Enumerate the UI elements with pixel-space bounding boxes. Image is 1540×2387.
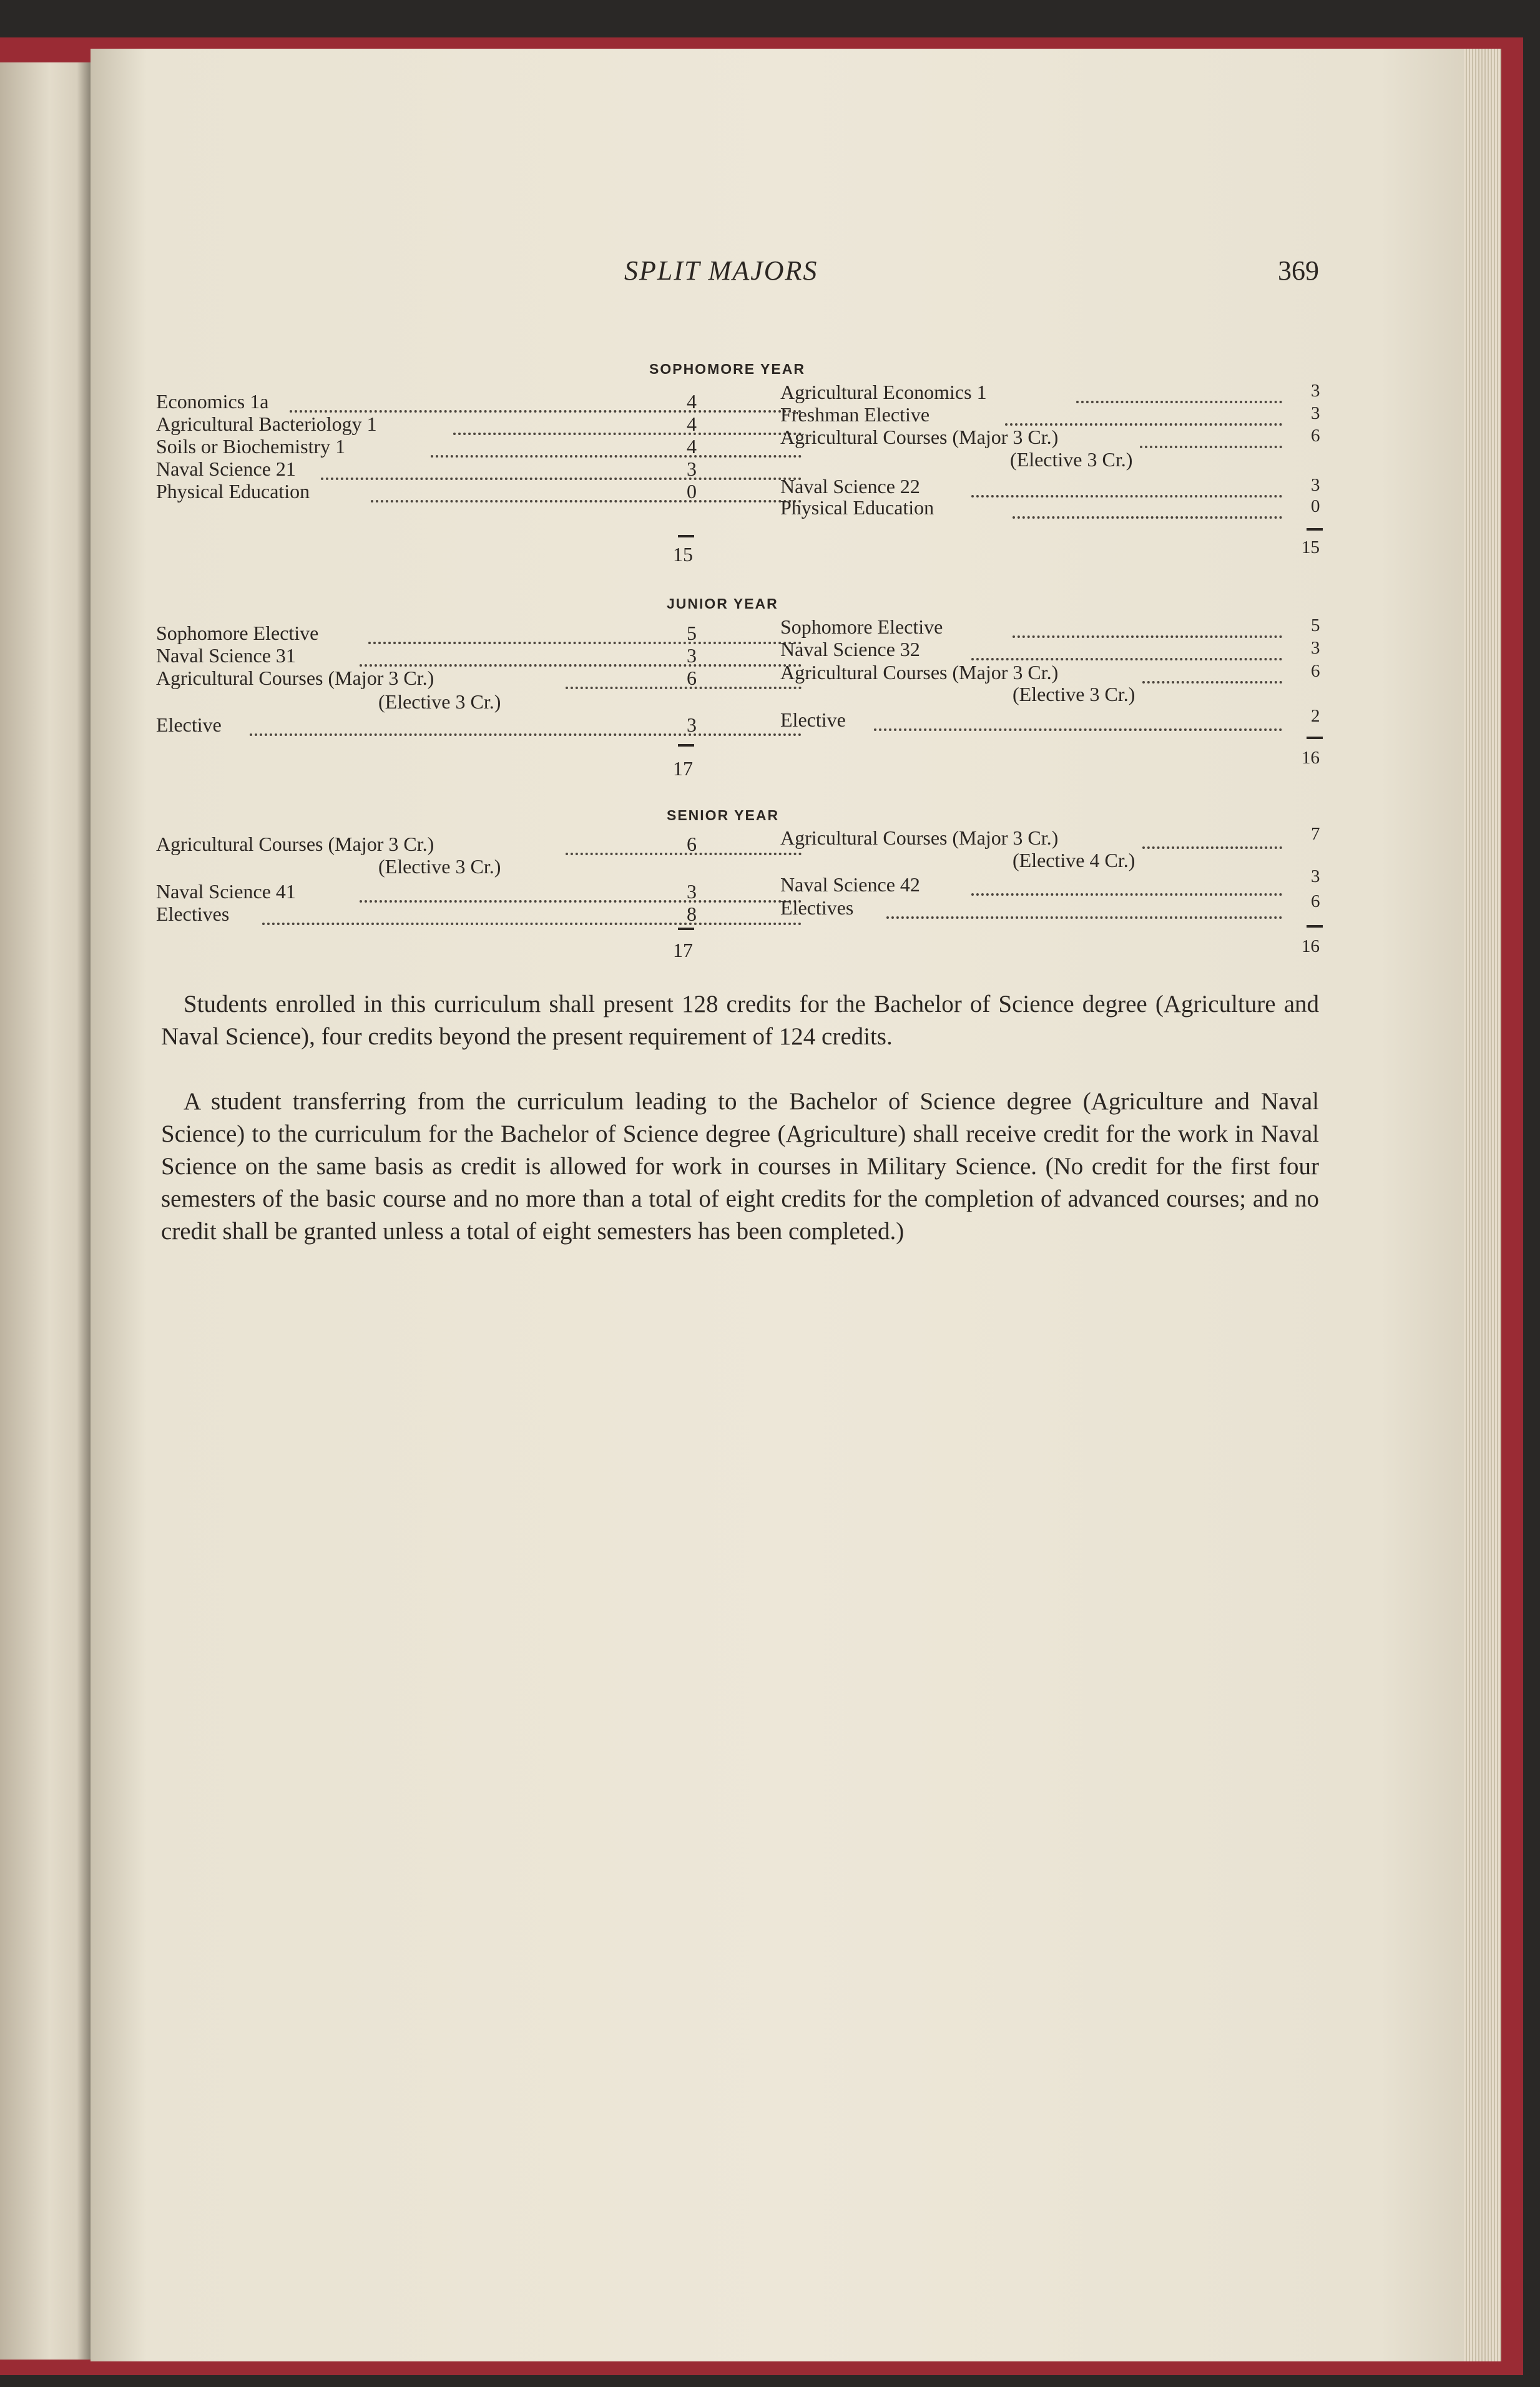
course-line: Agricultural Courses (Major 3 Cr.) [780, 427, 1058, 447]
semester-total: 15 [673, 543, 693, 566]
course-line: Sophomore Elective [156, 623, 318, 643]
course-credit: 3 [687, 458, 697, 480]
total-rule [1307, 528, 1323, 531]
course-credit: 4 [687, 413, 697, 435]
course-line: Physical Education [156, 481, 310, 501]
course-line: Naval Science 41 [156, 881, 296, 901]
total-rule [678, 744, 694, 747]
course-credit: 6 [1311, 426, 1320, 446]
course-credit: 3 [1311, 403, 1320, 423]
course-credit: 3 [687, 713, 697, 736]
body-paragraph: Students enrolled in this curriculum shall present 128 credits for the Bachelor of Science degree (Agriculture and Naval Science), four credits beyond the present requirement of 124 credits. [161, 991, 1319, 1050]
total-rule [678, 928, 694, 930]
course-line: Sophomore Elective [780, 617, 943, 637]
semester-total: 15 [1302, 537, 1320, 557]
course-line: Elective [780, 710, 846, 730]
total-rule [1307, 925, 1323, 928]
page-stack-edge [1464, 49, 1501, 2361]
senior-year-heading: SENIOR YEAR [667, 807, 780, 823]
semester-total: 16 [1302, 936, 1320, 956]
course-line: Soils or Biochemistry 1 [156, 436, 345, 456]
body-paragraph: A student transferring from the curriculum leading to the Bachelor of Science degree (Agriculture and Naval Science) to the curriculum for the Bachelor of Science degree (Agriculture) shall receive credit for the work in Naval Science on the same basis as credit is allowed for work in courses in Military Science. (No credit for the first four semesters of the basic course and no more than a total of eight credits for the completion of advanced courses; and no credit shall be granted unless a total of eight semesters has been completed.) [161, 1088, 1319, 1245]
course-credit: 6 [1311, 891, 1320, 911]
course-line: Naval Science 42 [780, 875, 920, 895]
total-rule [1307, 737, 1323, 739]
course-line: Agricultural Courses (Major 3 Cr.) [156, 668, 434, 688]
course-line: Agricultural Bacteriology 1 [156, 414, 377, 434]
course-credit: 0 [1311, 496, 1320, 516]
course-line: Agricultural Economics 1 [780, 382, 987, 402]
course-credit: 5 [687, 622, 697, 644]
sophomore-year-heading: SOPHOMORE YEAR [649, 361, 805, 377]
course-line-continuation: (Elective 3 Cr.) [1013, 683, 1135, 705]
course-line-continuation: (Elective 3 Cr.) [378, 855, 501, 878]
running-head-title: SPLIT MAJORS [624, 255, 818, 286]
junior-year-heading: JUNIOR YEAR [667, 596, 778, 612]
course-credit: 3 [687, 880, 697, 903]
course-line: Agricultural Courses (Major 3 Cr.) [780, 662, 1058, 682]
course-credit: 4 [687, 435, 697, 458]
course-line: Agricultural Courses (Major 3 Cr.) [156, 834, 434, 854]
course-line: Economics 1a [156, 391, 268, 411]
course-line-continuation: (Elective 3 Cr.) [1010, 448, 1133, 471]
course-credit: 3 [687, 644, 697, 667]
course-line: Elective [156, 715, 222, 735]
course-line: Physical Education [780, 497, 934, 517]
course-credit: 6 [687, 667, 697, 689]
course-credit: 6 [1311, 661, 1320, 681]
course-line-continuation: (Elective 4 Cr.) [1013, 849, 1135, 871]
course-line: Electives [156, 904, 229, 924]
course-line: Freshman Elective [780, 404, 929, 424]
course-credit: 3 [1311, 475, 1320, 495]
page-number: 369 [1278, 255, 1319, 286]
course-credit: 0 [687, 480, 697, 502]
semester-total: 17 [673, 939, 693, 961]
course-credit: 4 [687, 390, 697, 413]
course-line-continuation: (Elective 3 Cr.) [378, 690, 501, 713]
course-line: Naval Science 31 [156, 645, 296, 665]
course-line: Naval Science 32 [780, 639, 920, 659]
course-line: Naval Science 21 [156, 459, 296, 479]
course-credit: 8 [687, 903, 697, 925]
course-credit: 3 [1311, 381, 1320, 401]
facing-page-edge [0, 62, 91, 2360]
course-credit: 3 [1311, 638, 1320, 658]
total-rule [678, 535, 694, 537]
course-line: Naval Science 22 [780, 476, 920, 496]
course-credit: 5 [1311, 615, 1320, 635]
course-line: Agricultural Courses (Major 3 Cr.) [780, 828, 1058, 848]
course-credit: 3 [1311, 866, 1320, 886]
course-credit: 2 [1311, 706, 1320, 726]
semester-total: 17 [673, 757, 693, 780]
course-credit: 7 [1311, 824, 1320, 844]
course-line: Electives [780, 898, 853, 918]
semester-total: 16 [1302, 748, 1320, 768]
course-credit: 6 [687, 833, 697, 855]
